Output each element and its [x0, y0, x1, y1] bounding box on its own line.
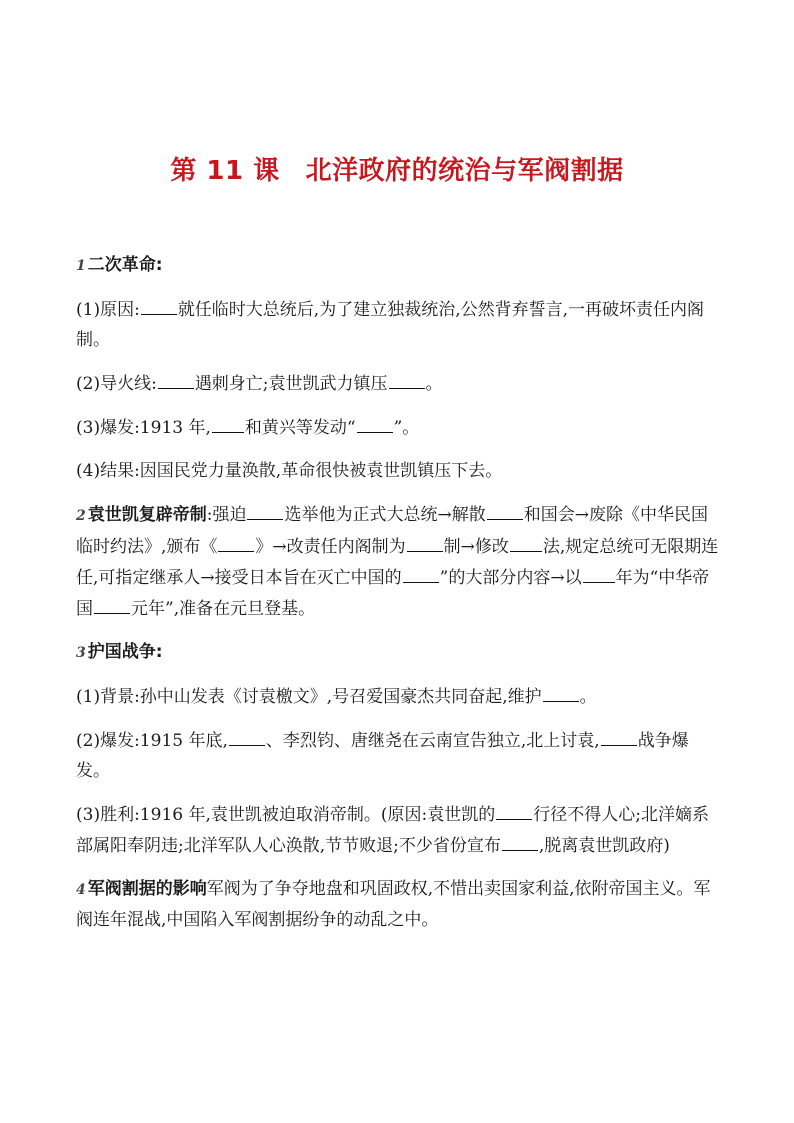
worksheet-content	[76, 250, 722, 948]
section-3-item-1: (1)背景:孙中山发表《讨袁檄文》,号召爱国豪杰共同奋起,维护 。	[76, 681, 722, 712]
answer-blank[interactable]	[407, 531, 443, 552]
answer-blank[interactable]	[247, 499, 283, 520]
section-1-item-4: (4)结果:因国民党力量涣散,革命很快被袁世凯镇压下去。	[76, 461, 503, 481]
answer-blank[interactable]	[487, 499, 523, 520]
section-1-item-1: (1)原因: 就任临时大总统后,为了建立独裁统治,公然背弃誓言,一再破坏责任内阁制。	[76, 294, 722, 355]
answer-blank[interactable]	[141, 294, 177, 315]
answer-blank[interactable]	[496, 799, 532, 820]
section-title: 护国战争:	[87, 642, 163, 662]
section-1-item-3: (3)爆发:1913 年, 和黄兴等发动“ ”。	[76, 412, 722, 443]
lesson-name: 北洋政府的统治与军阀割据	[305, 156, 624, 186]
section-3-item-3: (3)胜利:1916 年,袁世凯被迫取消帝制。(原因:袁世凯的 行径不得人心;北洋嫡系部属阳奉阴违;北洋军队人心涣散,节节败退;不少省份宣布 ,脱离袁世凯政府)	[76, 799, 722, 861]
page-title	[0, 150, 794, 187]
answer-blank[interactable]	[601, 725, 637, 746]
section-title: 军阀割据的影响	[87, 879, 207, 899]
answer-blank[interactable]	[403, 562, 439, 583]
answer-blank[interactable]	[510, 531, 542, 552]
answer-blank[interactable]	[229, 725, 265, 746]
section-3-heading	[76, 637, 722, 668]
answer-blank[interactable]	[212, 412, 244, 433]
section-title: 袁世凯复辟帝制	[87, 505, 207, 525]
section-3-item-2: (2)爆发:1915 年底, 、李烈钧、唐继尧在云南宣告独立,北上讨袁, 战争爆发。	[76, 725, 722, 786]
section-1-heading	[76, 250, 722, 281]
answer-blank[interactable]	[357, 412, 393, 433]
answer-blank[interactable]	[583, 562, 615, 583]
lesson-number: 第 11 课	[170, 156, 280, 186]
answer-blank[interactable]	[543, 681, 579, 702]
section-number: 4	[76, 882, 86, 898]
answer-blank[interactable]	[389, 368, 425, 389]
answer-blank[interactable]	[218, 531, 254, 552]
section-number: 2	[76, 508, 86, 524]
answer-blank[interactable]	[502, 830, 538, 851]
section-1-item-2: (2)导火线: 遇刺身亡;袁世凯武力镇压 。	[76, 368, 722, 399]
answer-blank[interactable]	[158, 368, 194, 389]
section-number: 1	[76, 258, 86, 274]
section-4: 4 军阀割据的影响军阀为了争夺地盘和巩固政权,不惜出卖国家利益,依附帝国主义。军阀连年混战,中国陷入军阀割据纷争的动乱之中。	[76, 879, 711, 930]
section-2: 2 袁世凯复辟帝制:强迫 选举他为正式大总统→解散 和国会→废除《中华民国临时约法》,颁布《 》→改责任内阁制为 制→修改 法,规定总统可无限期连任,可指定继承人→接受日本旨在灭亡中国的 ”的大部分内容→以 年为“中华帝国 元年”,准备在元旦登基。	[76, 499, 722, 624]
answer-blank[interactable]	[94, 593, 130, 614]
section-title: 二次革命:	[87, 255, 163, 275]
section-number: 3	[76, 645, 86, 661]
